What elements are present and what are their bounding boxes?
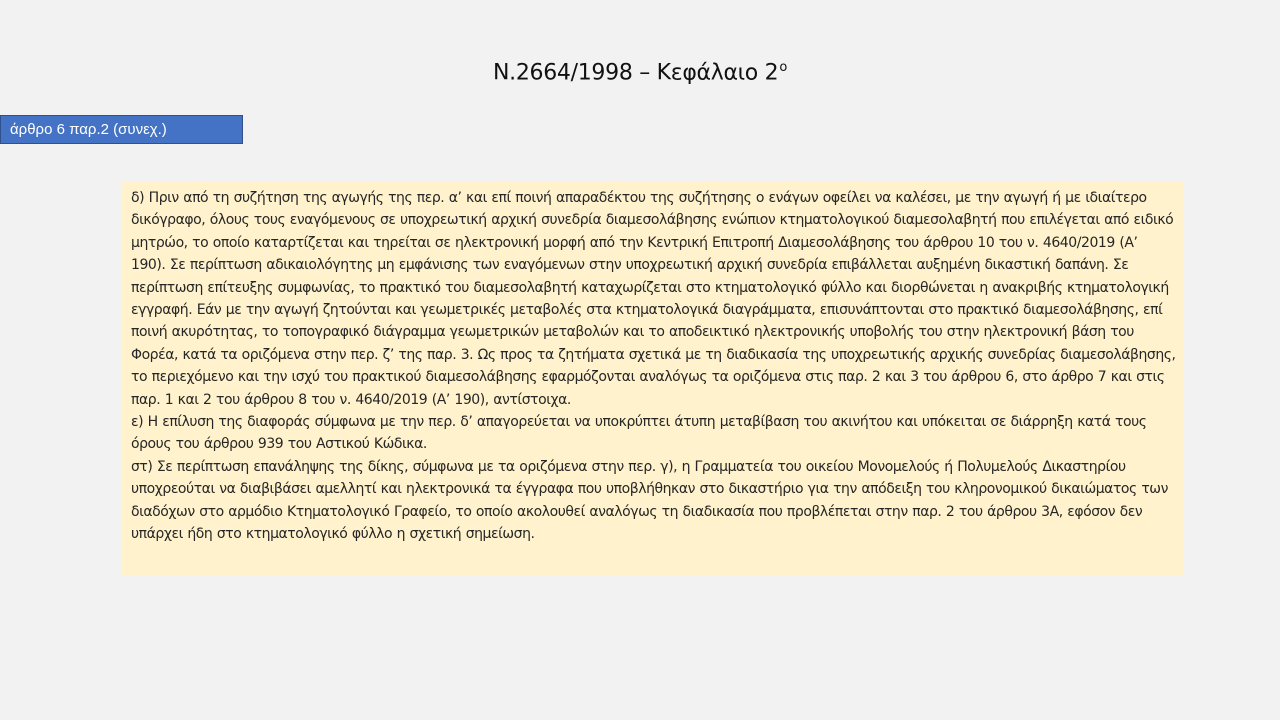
slide-title-text: Ν.2664/1998 – Κεφάλαιο 2 xyxy=(492,60,779,86)
slide-title xyxy=(0,60,1280,85)
slide-title-superscript: ο xyxy=(779,60,788,75)
paragraph-st: στ) Σε περίπτωση επανάληψης της δίκης, σύμφωνα με τα οριζόμενα στην περ. γ), η Γραμματεία του οικείου Μονομελούς ή Πολυμελούς Δικαστηρίου υποχρεούται να διαβιβάσει αμελλητί και ηλεκτρονικά τα έγγραφα που υποβλήθηκαν στο δικαστήριο για την απόδειξη του κληρονομικού δικαιώματος των διαδόχων στο αρμόδιο Κτηματολογικό Γραφείο, το οποίο ακολουθεί αναλόγως τη διαδικασία που προβλέπεται στην παρ. 2 του άρθρου 3Α, εφόσον δεν υπάρχει ήδη στο κτηματολογικό φύλλο η σχετική σημείωση. xyxy=(131,458,1168,543)
content-box xyxy=(121,181,1184,576)
paragraph-d: δ) Πριν από τη συζήτηση της αγωγής της περ. α’ και επί ποινή απαραδέκτου της συζήτησης ο ενάγων οφείλει να καλέσει, με την αγωγή ή με ιδιαίτερο δικόγραφο, όλους τους εναγόμενους σε υποχρεωτική αρχική συνεδρία διαμεσολάβησης ενώπιον κτηματολογικού διαμεσολαβητή που επιλέγεται από ειδικό μητρώο, το οποίο καταρτίζεται και τηρείται σε ηλεκτρονική μορφή από την Κεντρική Επιτροπή Διαμεσολάβησης του άρθρου 10 του ν. 4640/2019 (Α’ 190). Σε περίπτωση αδικαιολόγητης μη εμφάνισης των εναγόμενων στην υποχρεωτική αρχική συνεδρία επιβάλλεται αυξημένη δικαστική δαπάνη. Σε περίπτωση επίτευξης συμφωνίας, το πρακτικό του διαμεσολαβητή καταχωρίζεται στο κτηματολογικό φύλλο και διορθώνεται η ανακριβής κτηματολογική εγγραφή. Εάν με την αγωγή ζητούνται και γεωμετρικές μεταβολές στα κτηματολογικά διαγράμματα, επισυνάπτονται στο πρακτικό διαμεσολάβησης, επί ποινή ακυρότητας, το τοπογραφικό διάγραμμα γεωμετρικών μεταβολών και το αποδεικτικό ηλεκτρονικής υποβολής του στην ηλεκτρονική βάση του Φορέα, κατά τα οριζόμενα στην περ. ζ’ της παρ. 3. Ως προς τα ζητήματα σχετικά με τη διαδικασία της υποχρεωτικής αρχικής συνεδρίας διαμεσολάβησης, το περιεχόμενο και την ισχύ του πρακτικού διαμεσολάβησης εφαρμόζονται αναλόγως τα οριζόμενα στις παρ. 2 και 3 του άρθρου 6, στο άρθρο 7 και στις παρ. 1 και 2 του άρθρου 8 του ν. 4640/2019 (Α’ 190), αντίστοιχα. xyxy=(131,190,1176,408)
paragraph-e: ε) Η επίλυση της διαφοράς σύμφωνα με την περ. δ’ απαγορεύεται να υποκρύπτει άτυπη μεταβίβαση του ακινήτου και υπόκειται σε διάρρηξη κατά τους όρους του άρθρου 939 του Αστικού Κώδικα. xyxy=(131,414,1147,453)
article-tag: άρθρο 6 παρ.2 (συνεχ.) xyxy=(0,115,243,144)
